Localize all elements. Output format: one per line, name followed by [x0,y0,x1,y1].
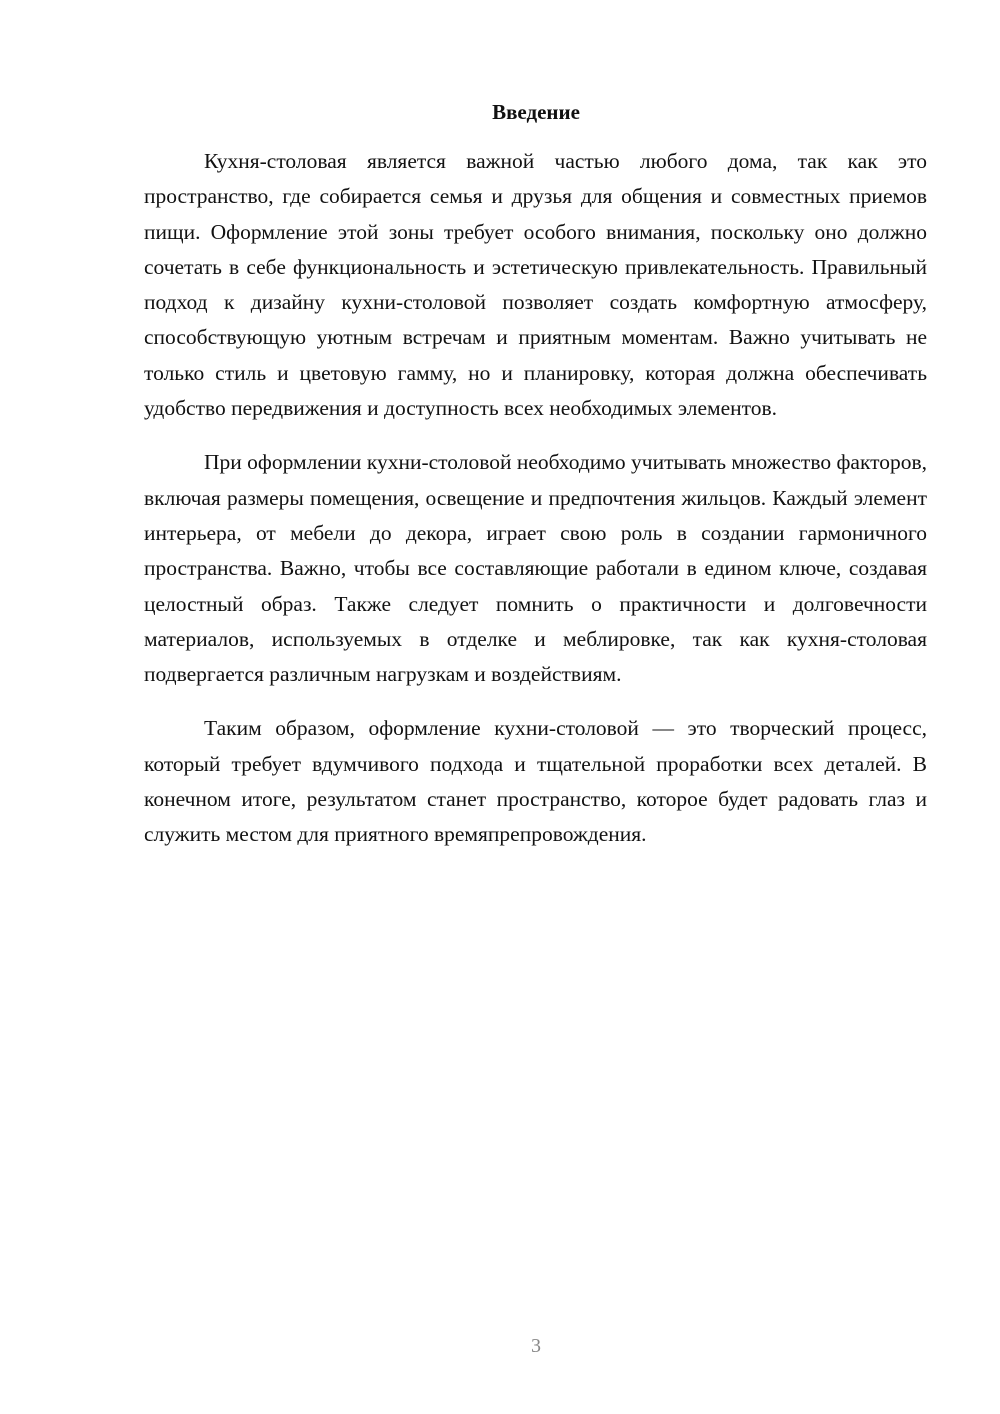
page-number: 3 [531,1335,541,1357]
paragraph-1: Кухня-столовая является важной частью любого дома, так как это пространство, где собирается семья и друзья для общения и совместных приемов пищи. Оформление этой зоны требует особого внимания, поскольку оно должно сочетать в себе функциональность и эстетическую привлекательность. Правильный подход к дизайну кухни-столовой позволяет создать комфортную атмосферу, способствующую уютным встречам и приятным моментам. Важно учитывать не только стиль и цветовую гамму, но и планировку, которая должна обеспечивать удобство передвижения и доступность всех необходимых элементов. [144,149,927,421]
paragraph-3: Таким образом, оформление кухни-столовой — это творческий процесс, который требует вдумчивого подхода и тщательной проработки всех деталей. В конечном итоге, результатом станет пространство, которое будет радовать глаз и служить местом для приятного времяпрепровождения. [144,716,927,847]
page-title: Введение [492,100,580,124]
body-text [144,144,927,872]
paragraph-2: При оформлении кухни-столовой необходимо учитывать множество факторов, включая размеры помещения, освещение и предпочтения жильцов. Каждый элемент интерьера, от мебели до декора, играет свою роль в создании гармоничного пространства. Важно, чтобы все составляющие работали в едином ключе, создавая целостный образ. Также следует помнить о практичности и долговечности материалов, используемых в отделке и меблировке, так как кухня-столовая подвергается различным нагрузкам и воздействиям. [144,450,927,687]
